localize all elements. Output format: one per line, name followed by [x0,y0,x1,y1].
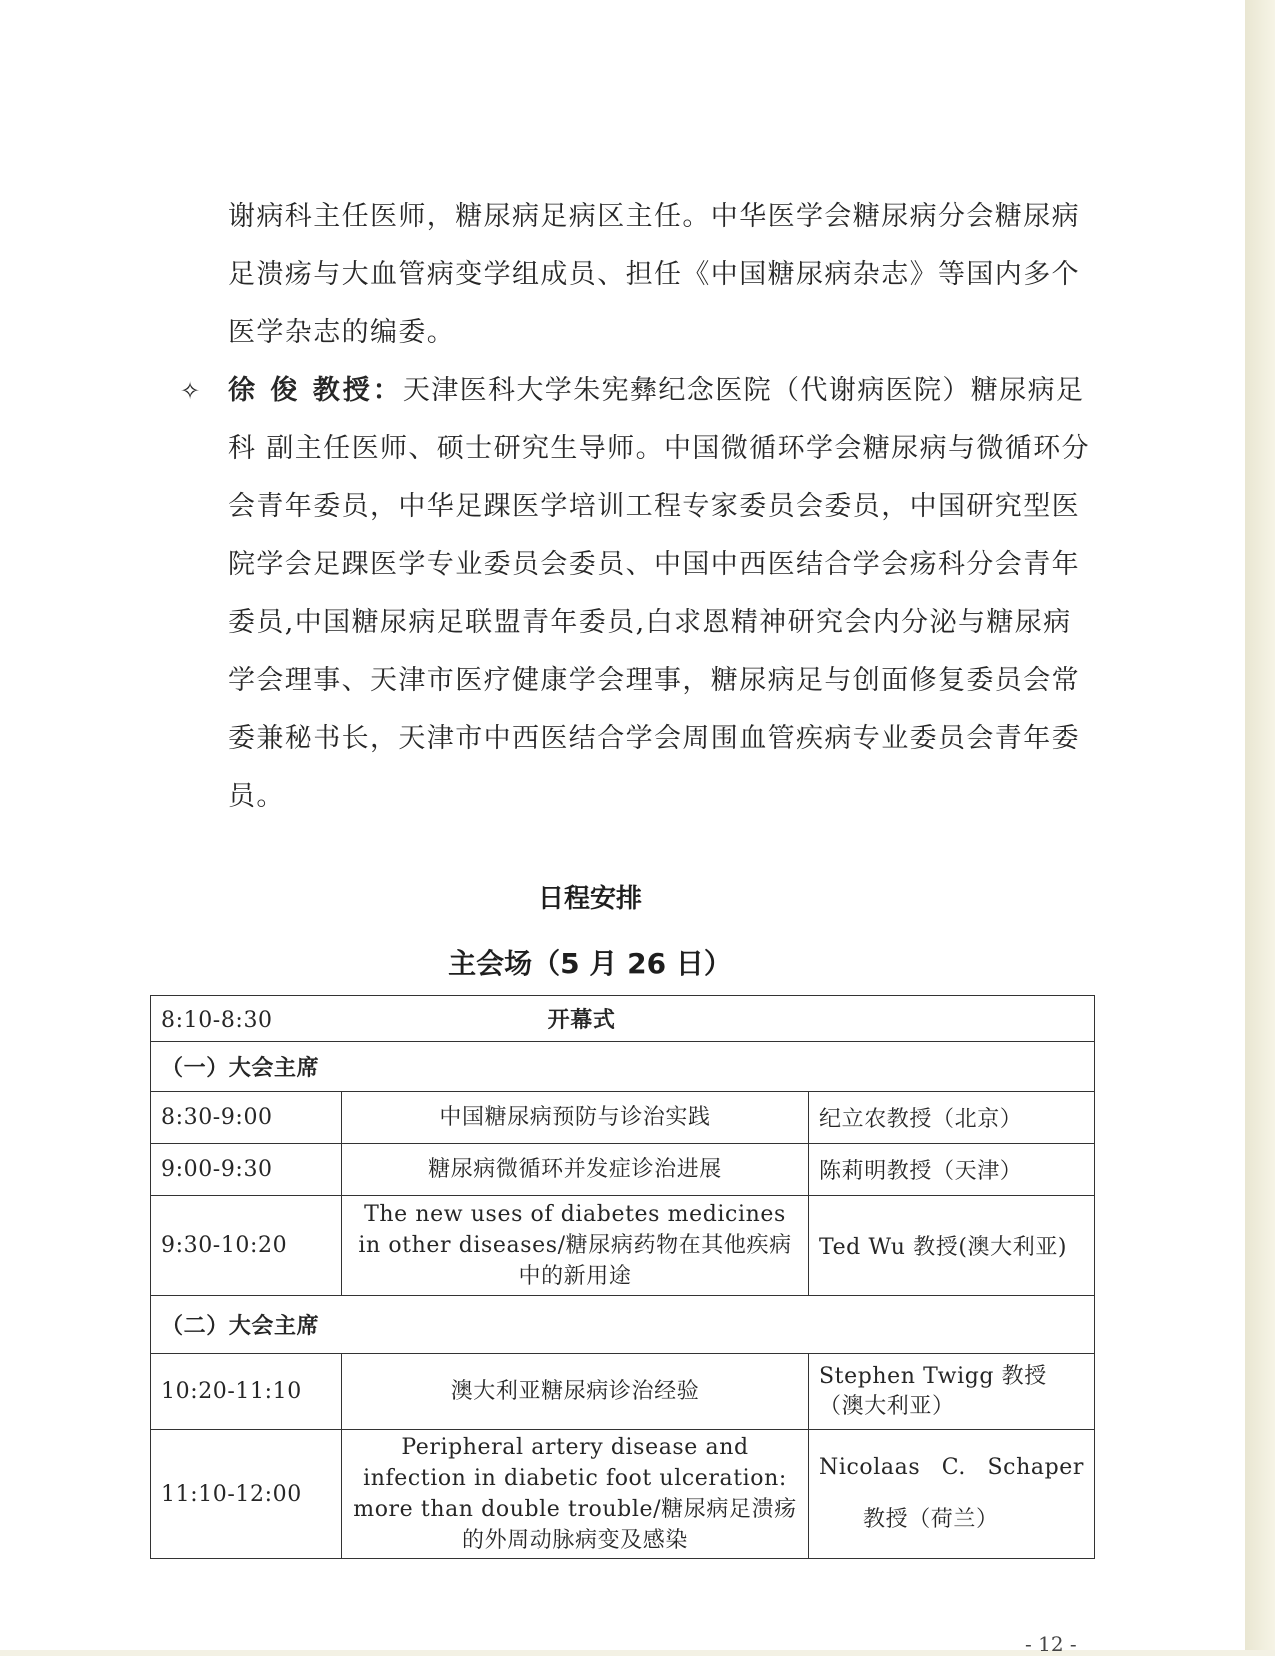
speaker-name: 徐 俊 教授： [228,375,403,406]
bio-line: 委员,中国糖尿病足联盟青年委员,白求恩精神研究会内分泌与糖尿病 [228,607,1072,638]
speaker-cell: Ted Wu 教授(澳大利亚) [809,1196,1095,1296]
bio-line: 员。 [228,781,285,812]
session-heading: （二）大会主席 [151,1296,1095,1354]
diamond-bullet-icon: ✧ [180,377,202,405]
speaker-name: Nicolaas C. Schaper [819,1455,1084,1480]
session-heading-row [151,1042,1095,1092]
session-heading-row [151,1296,1095,1354]
speaker-cell: 陈莉明教授（天津） [809,1144,1095,1196]
speaker-cell: Stephen Twigg 教授（澳大利亚） [809,1354,1095,1430]
venue-title: 主会场（5 月 26 日） [448,947,732,980]
speaker-affiliation: 教授（荷兰） [863,1507,999,1532]
bio-line: 足溃疡与大血管病变学组成员、担任《中国糖尿病杂志》等国内多个 [228,259,1080,290]
time-cell: 10:20-11:10 [151,1354,342,1430]
opening-title: 开幕式 [547,1008,616,1033]
bio-line: 谢病科主任医师，糖尿病足病区主任。中华医学会糖尿病分会糖尿病 [228,201,1080,232]
page-edge-shadow [1245,0,1275,1650]
topic-cell: Peripheral artery disease and infection in diabetic foot ulceration: more than double trouble/糖尿病足溃疡的外周动脉病变及感染 [342,1430,809,1559]
speaker-cell [809,1430,1095,1559]
bio-line: 会青年委员，中华足踝医学培训工程专家委员会委员，中国研究型医 [228,491,1080,522]
bio-line: 科 副主任医师、硕士研究生导师。中国微循环学会糖尿病与微循环分 [228,433,1090,464]
time-cell: 9:00-9:30 [151,1144,342,1196]
time-cell: 11:10-12:00 [151,1430,342,1559]
session-heading: （一）大会主席 [151,1042,1095,1092]
topic-cell: 糖尿病微循环并发症诊治进展 [342,1144,809,1196]
bio-xu-first-line [178,362,1098,420]
bio-line: 学会理事、天津市医疗健康学会理事，糖尿病足与创面修复委员会常 [228,665,1080,696]
schedule-title: 日程安排 [537,884,642,914]
table-row [151,996,1095,1042]
table-row [151,1092,1095,1144]
page-number: - 12 - [1025,1632,1077,1656]
table-row [151,1144,1095,1196]
table-row [151,1196,1095,1296]
topic-cell: The new uses of diabetes medicines in other diseases/糖尿病药物在其他疾病中的新用途 [342,1196,809,1296]
bio-line: 医学杂志的编委。 [228,317,456,348]
time-cell: 9:30-10:20 [151,1196,342,1296]
time-cell: 8:30-9:00 [151,1092,342,1144]
bio-line: 院学会足踝医学专业委员会委员、中国中西医结合学会疡科分会青年 [228,549,1080,580]
topic-cell: 中国糖尿病预防与诊治实践 [342,1092,809,1144]
opening-cell [151,996,1095,1042]
bio-line: 委兼秘书长，天津市中西医结合学会周围血管疾病专业委员会青年委 [228,723,1080,754]
table-row [151,1354,1095,1430]
topic-cell: 澳大利亚糖尿病诊治经验 [342,1354,809,1430]
opening-time: 8:10-8:30 [161,1008,273,1033]
bio-section [178,188,1098,826]
table-row [151,1430,1095,1559]
bio-text: 天津医科大学朱宪彝纪念医院（代谢病医院）糖尿病足 [402,375,1085,406]
schedule-table [150,995,1095,1559]
speaker-cell: 纪立农教授（北京） [809,1092,1095,1144]
